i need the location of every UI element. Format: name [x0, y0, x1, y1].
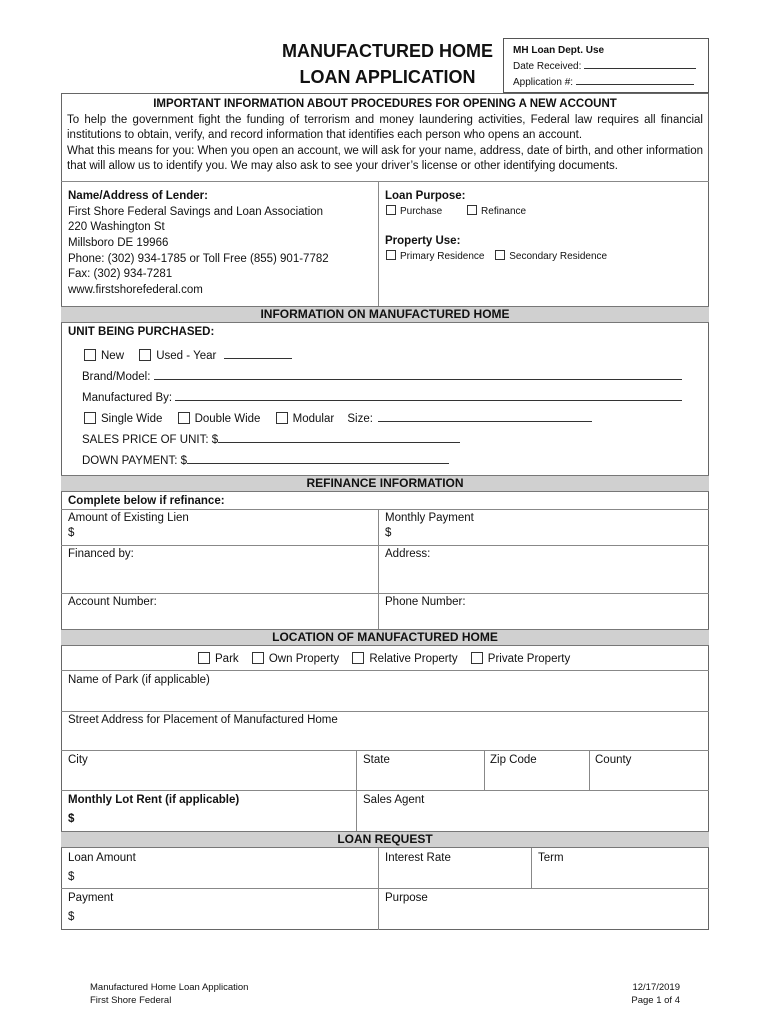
- park-label: Park: [215, 653, 239, 665]
- date-received-label: Date Received:: [513, 61, 582, 72]
- loan-request-band: LOAN REQUEST: [61, 831, 709, 848]
- divider: [378, 848, 379, 930]
- lender-label: Name/Address of Lender:: [68, 190, 208, 202]
- used-year-field[interactable]: [224, 347, 292, 359]
- divider: [61, 545, 709, 546]
- down-payment-label: DOWN PAYMENT: $: [82, 455, 187, 467]
- application-number-field[interactable]: [576, 74, 694, 85]
- secondary-residence-label: Secondary Residence: [509, 251, 608, 262]
- phone-number-label: Phone Number:: [385, 596, 466, 608]
- own-property-checkbox[interactable]: [252, 652, 264, 664]
- loan-amount-dollar: $: [68, 871, 75, 883]
- footer-right: [600, 981, 680, 1007]
- footer-organization: First Shore Federal: [90, 995, 172, 1006]
- divider: [61, 181, 709, 182]
- lender-street: 220 Washington St: [68, 221, 165, 233]
- loan-purpose-label: Loan Purpose:: [385, 190, 466, 202]
- city-label: City: [68, 754, 88, 766]
- office-use-heading: MH Loan Dept. Use: [513, 45, 605, 56]
- refi-address-label: Address:: [385, 548, 431, 560]
- park-name-label: Name of Park (if applicable): [68, 674, 210, 686]
- divider: [61, 790, 709, 791]
- sales-price-label: SALES PRICE OF UNIT: $: [82, 434, 219, 446]
- state-label: State: [363, 754, 390, 766]
- divider: [61, 593, 709, 594]
- info-mh-band: INFORMATION ON MANUFACTURED HOME: [61, 306, 709, 323]
- application-number-label: Application #:: [513, 77, 574, 88]
- manufactured-by-field[interactable]: [175, 389, 682, 401]
- refinance-checkbox[interactable]: [467, 205, 477, 215]
- payment-dollar: $: [68, 911, 75, 923]
- brand-model-label: Brand/Model:: [82, 371, 151, 383]
- modular-label: Modular: [292, 413, 335, 425]
- brand-model-field[interactable]: [154, 368, 682, 380]
- footer-left: [90, 981, 248, 1007]
- divider: [61, 509, 709, 510]
- size-field[interactable]: [378, 410, 592, 422]
- size-label: Size:: [347, 413, 373, 425]
- account-number-label: Account Number:: [68, 596, 157, 608]
- payment-label: Payment: [68, 892, 114, 904]
- refinance-band: REFINANCE INFORMATION: [61, 475, 709, 492]
- unit-being-purchased-label: UNIT BEING PURCHASED:: [68, 326, 215, 338]
- loan-amount-label: Loan Amount: [68, 852, 136, 864]
- relative-property-checkbox[interactable]: [352, 652, 364, 664]
- form-title-line2: LOAN APPLICATION: [299, 67, 476, 87]
- county-label: County: [595, 754, 632, 766]
- divider: [589, 750, 590, 790]
- divider: [378, 181, 379, 306]
- date-received-field[interactable]: [584, 58, 696, 69]
- modular-checkbox[interactable]: [276, 412, 288, 424]
- monthly-payment-label: Monthly Payment: [385, 512, 474, 524]
- new-checkbox[interactable]: [84, 349, 96, 361]
- new-label: New: [101, 350, 125, 362]
- lender-city: Millsboro DE 19966: [68, 237, 169, 249]
- form-title-line1: MANUFACTURED HOME: [282, 41, 493, 61]
- property-use-label: Property Use:: [385, 235, 461, 247]
- notice-section: [67, 97, 703, 175]
- zip-code-label: Zip Code: [490, 754, 537, 766]
- complete-if-refinance-label: Complete below if refinance:: [68, 495, 225, 507]
- office-use-box: [503, 38, 709, 93]
- divider: [531, 848, 532, 888]
- lot-rent-dollar: $: [68, 813, 75, 825]
- primary-residence-label: Primary Residence: [400, 251, 485, 262]
- lot-rent-label: Monthly Lot Rent (if applicable): [68, 794, 240, 806]
- notice-paragraph-2: What this means for you: When you open an account, we will ask for your name, address, date of birth, and other information that will allow us to identify you. We may also ask to see your driver’s license or other identifying documents.: [67, 144, 703, 172]
- sales-agent-label: Sales Agent: [363, 794, 425, 806]
- used-year-label: Used - Year: [156, 350, 217, 362]
- notice-heading: IMPORTANT INFORMATION ABOUT PROCEDURES FOR OPENING A NEW ACCOUNT: [153, 98, 617, 110]
- existing-lien-label: Amount of Existing Lien: [68, 512, 189, 524]
- monthly-payment-dollar: $: [385, 527, 392, 539]
- footer-date: 12/17/2019: [632, 982, 680, 993]
- lender-name: First Shore Federal Savings and Loan Association: [68, 206, 324, 218]
- double-wide-checkbox[interactable]: [178, 412, 190, 424]
- street-address-label: Street Address for Placement of Manufactured Home: [68, 714, 338, 726]
- single-wide-label: Single Wide: [101, 413, 163, 425]
- manufactured-by-label: Manufactured By:: [82, 392, 173, 404]
- park-checkbox[interactable]: [198, 652, 210, 664]
- footer-page-number: Page 1 of 4: [631, 995, 680, 1006]
- lender-phone: Phone: (302) 934-1785 or Toll Free (855) 901-7782: [68, 253, 329, 265]
- divider: [61, 750, 709, 751]
- location-band: LOCATION OF MANUFACTURED HOME: [61, 629, 709, 646]
- used-checkbox[interactable]: [139, 349, 151, 361]
- term-label: Term: [538, 852, 564, 864]
- divider: [61, 670, 709, 671]
- sales-price-field[interactable]: [218, 431, 460, 443]
- secondary-residence-checkbox[interactable]: [495, 250, 505, 260]
- lender-website: www.firstshorefederal.com: [68, 284, 203, 296]
- double-wide-label: Double Wide: [194, 413, 261, 425]
- purchase-checkbox[interactable]: [386, 205, 396, 215]
- financed-by-label: Financed by:: [68, 548, 134, 560]
- private-property-checkbox[interactable]: [471, 652, 483, 664]
- single-wide-checkbox[interactable]: [84, 412, 96, 424]
- primary-residence-checkbox[interactable]: [386, 250, 396, 260]
- divider: [484, 750, 485, 790]
- down-payment-field[interactable]: [187, 452, 449, 464]
- divider: [61, 888, 709, 889]
- footer-document-name: Manufactured Home Loan Application: [90, 982, 249, 993]
- private-property-label: Private Property: [487, 653, 571, 665]
- relative-property-label: Relative Property: [369, 653, 458, 665]
- own-property-label: Own Property: [268, 653, 340, 665]
- notice-paragraph-1: To help the government fight the funding of terrorism and money laundering activities, Federal law requires all financial institutions to obtain, verify, and record information that identifies each person who opens an account.: [67, 113, 703, 141]
- existing-lien-dollar: $: [68, 527, 75, 539]
- refinance-label: Refinance: [481, 206, 527, 217]
- purchase-label: Purchase: [400, 206, 443, 217]
- divider: [61, 711, 709, 712]
- interest-rate-label: Interest Rate: [385, 852, 451, 864]
- divider: [378, 509, 379, 629]
- purpose-label: Purpose: [385, 892, 428, 904]
- lender-fax: Fax: (302) 934-7281: [68, 268, 173, 280]
